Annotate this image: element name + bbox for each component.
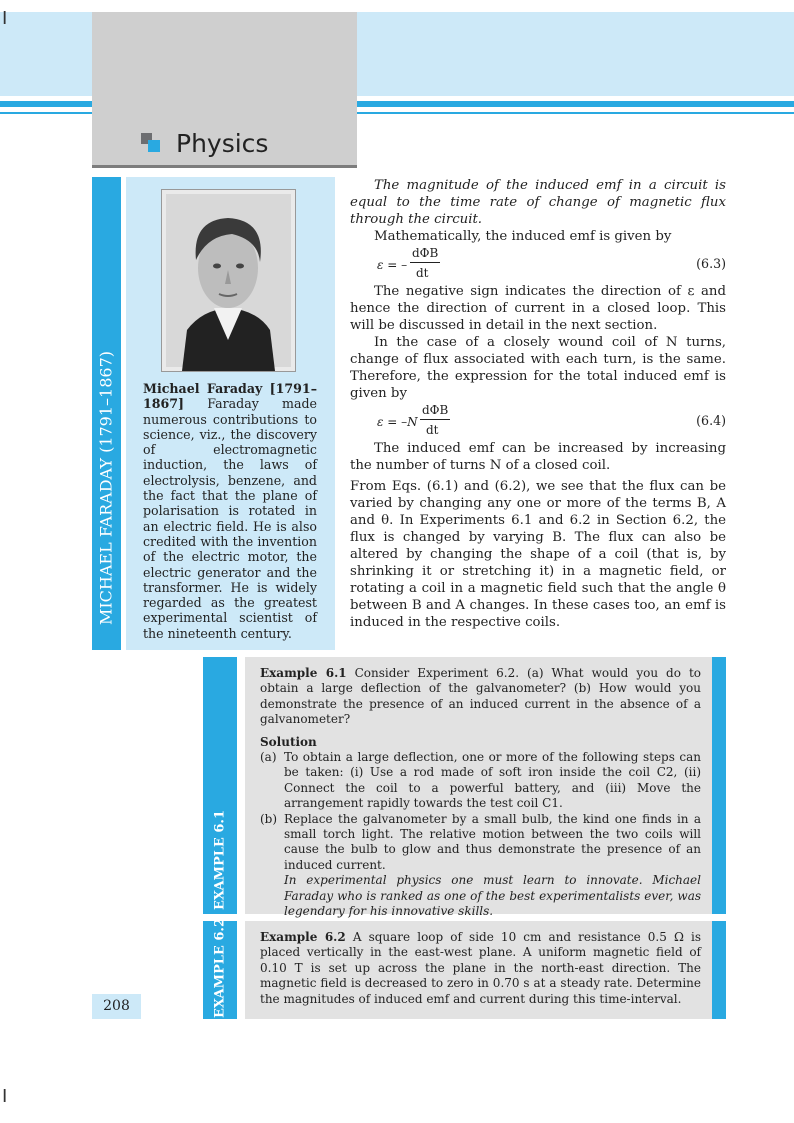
biography-text (143, 381, 317, 641)
eq-number: (6.3) (696, 256, 726, 271)
eq-lhs: ε = –N (377, 415, 418, 429)
biography-body: Faraday made numerous contributions to science, viz., the discovery of electromagnetic induction, the laws of electrolysis, benzene, and the fact that the plane of polarisation is rotated in an electric field. He is also credited with the invention of the electric motor, the electric generator and the transformer. He is widely regarded as the greatest experimental scientist of the nineteenth century. (143, 396, 317, 641)
item-text: Replace the galvanometer by a small bulb, the kind one finds in a small torch light. The relative motion between the two coils will cause the bulb to glow and thus demonstrate the presence of an induced current. (284, 811, 701, 872)
paragraph-increase-emf: The induced emf can be increased by increasing the number of turns N of a closed coil. (350, 441, 726, 473)
solution-item-b (260, 812, 701, 874)
eq-denominator: dt (416, 266, 429, 280)
fraction-bar (420, 419, 450, 420)
item-marker: (b) (260, 811, 278, 826)
eq-denominator: dt (426, 423, 439, 437)
item-text: To obtain a large deflection, one or more of the following steps can be taken: (i) Use a rod made of soft iron inside the coil C2, (ii) Connect the coil to a powerful battery, and (iii) Move the arrangement rapidly towards the test coil C1. (284, 750, 701, 811)
example-6-2-content (260, 930, 701, 1007)
page-title: Physics (176, 129, 269, 158)
eq-lhs: ε = – (377, 258, 408, 272)
solution-heading: Solution (260, 734, 317, 749)
equation-6-4 (350, 402, 726, 440)
item-marker: (a) (260, 750, 277, 765)
page-number: 208 (92, 994, 141, 1019)
example-6-1-content (260, 666, 701, 920)
example-6-1-side-label: EXAMPLE 6.1 (212, 810, 228, 910)
physics-squares-icon (141, 133, 161, 153)
paragraph-negative-sign: The negative sign indicates the direction of ε and hence the direction of current in a closed loop. This will be discussed in detail in the next section. (350, 284, 726, 333)
header-rule (92, 165, 357, 168)
corner-mark-top: I (2, 8, 8, 29)
eq-number: (6.4) (696, 413, 726, 428)
example-6-2-right-bar (712, 921, 726, 1019)
example-6-1-heading: Example 6.1 (260, 666, 347, 680)
eq-numerator: dΦB (422, 403, 449, 417)
eq-numerator: dΦB (412, 246, 439, 260)
paragraph-mathematically: Mathematically, the induced emf is given by (374, 229, 672, 244)
fraction-bar (410, 262, 440, 263)
paragraph-definition: The magnitude of the induced emf in a circuit is equal to the time rate of change of magnetic flux through the circuit. (350, 178, 726, 227)
note-text: In experimental physics one must learn to innovate. Michael Faraday who is ranked as one of the best experimentalists ever, was legendary for his innovative skills. (284, 873, 701, 919)
example-6-1-question: Consider Experiment 6.2. (a) What would you do to obtain a large deflection of the galvanometer? (b) How would you demonstrate the presence of an induced current in the absence of a galvanometer? (260, 666, 701, 727)
corner-mark-bottom: I (2, 1086, 8, 1107)
example-6-2-side-label: EXAMPLE 6.2 (212, 918, 228, 1018)
example-6-2-question: A square loop of side 10 cm and resistance 0.5 Ω is placed vertically in the east-west plane. A uniform magnetic field of 0.10 T is set up across the plane in the north-east direction. The magnetic field is decreased to zero in 0.70 s at a steady rate. Determine the magnitudes of induced emf and current during this time-interval. (260, 930, 701, 1006)
solution-note (260, 873, 701, 919)
biography-vertical-title: MICHAEL FARADAY (1791–1867) (96, 351, 116, 626)
paragraph-n-turns: In the case of a closely wound coil of N turns, change of flux associated with each turn, is the same. Therefore, the expression for the total induced emf is given by (350, 335, 726, 401)
faraday-portrait (161, 189, 296, 372)
example-6-1-right-bar (712, 657, 726, 914)
biography-name: Michael Faraday [1791–1867] (143, 381, 317, 412)
solution-item-a (260, 750, 701, 812)
paragraph-flux-variation: From Eqs. (6.1) and (6.2), we see that the flux can be varied by changing any one or more of the terms B, A and θ. In Experiments 6.1 and 6.2 in Section 6.2, the flux is changed by varying B. The flux can also be altered by changing the shape of a coil (that is, by shrinking it or stretching it) in a magnetic field, or rotating a coil in a magnetic field such that the angle θ between B and A changes. In these cases too, an emf is induced in the respective coils. (350, 479, 726, 630)
equation-6-3 (350, 245, 726, 283)
example-6-2-heading: Example 6.2 (260, 930, 346, 944)
main-text (350, 177, 726, 631)
